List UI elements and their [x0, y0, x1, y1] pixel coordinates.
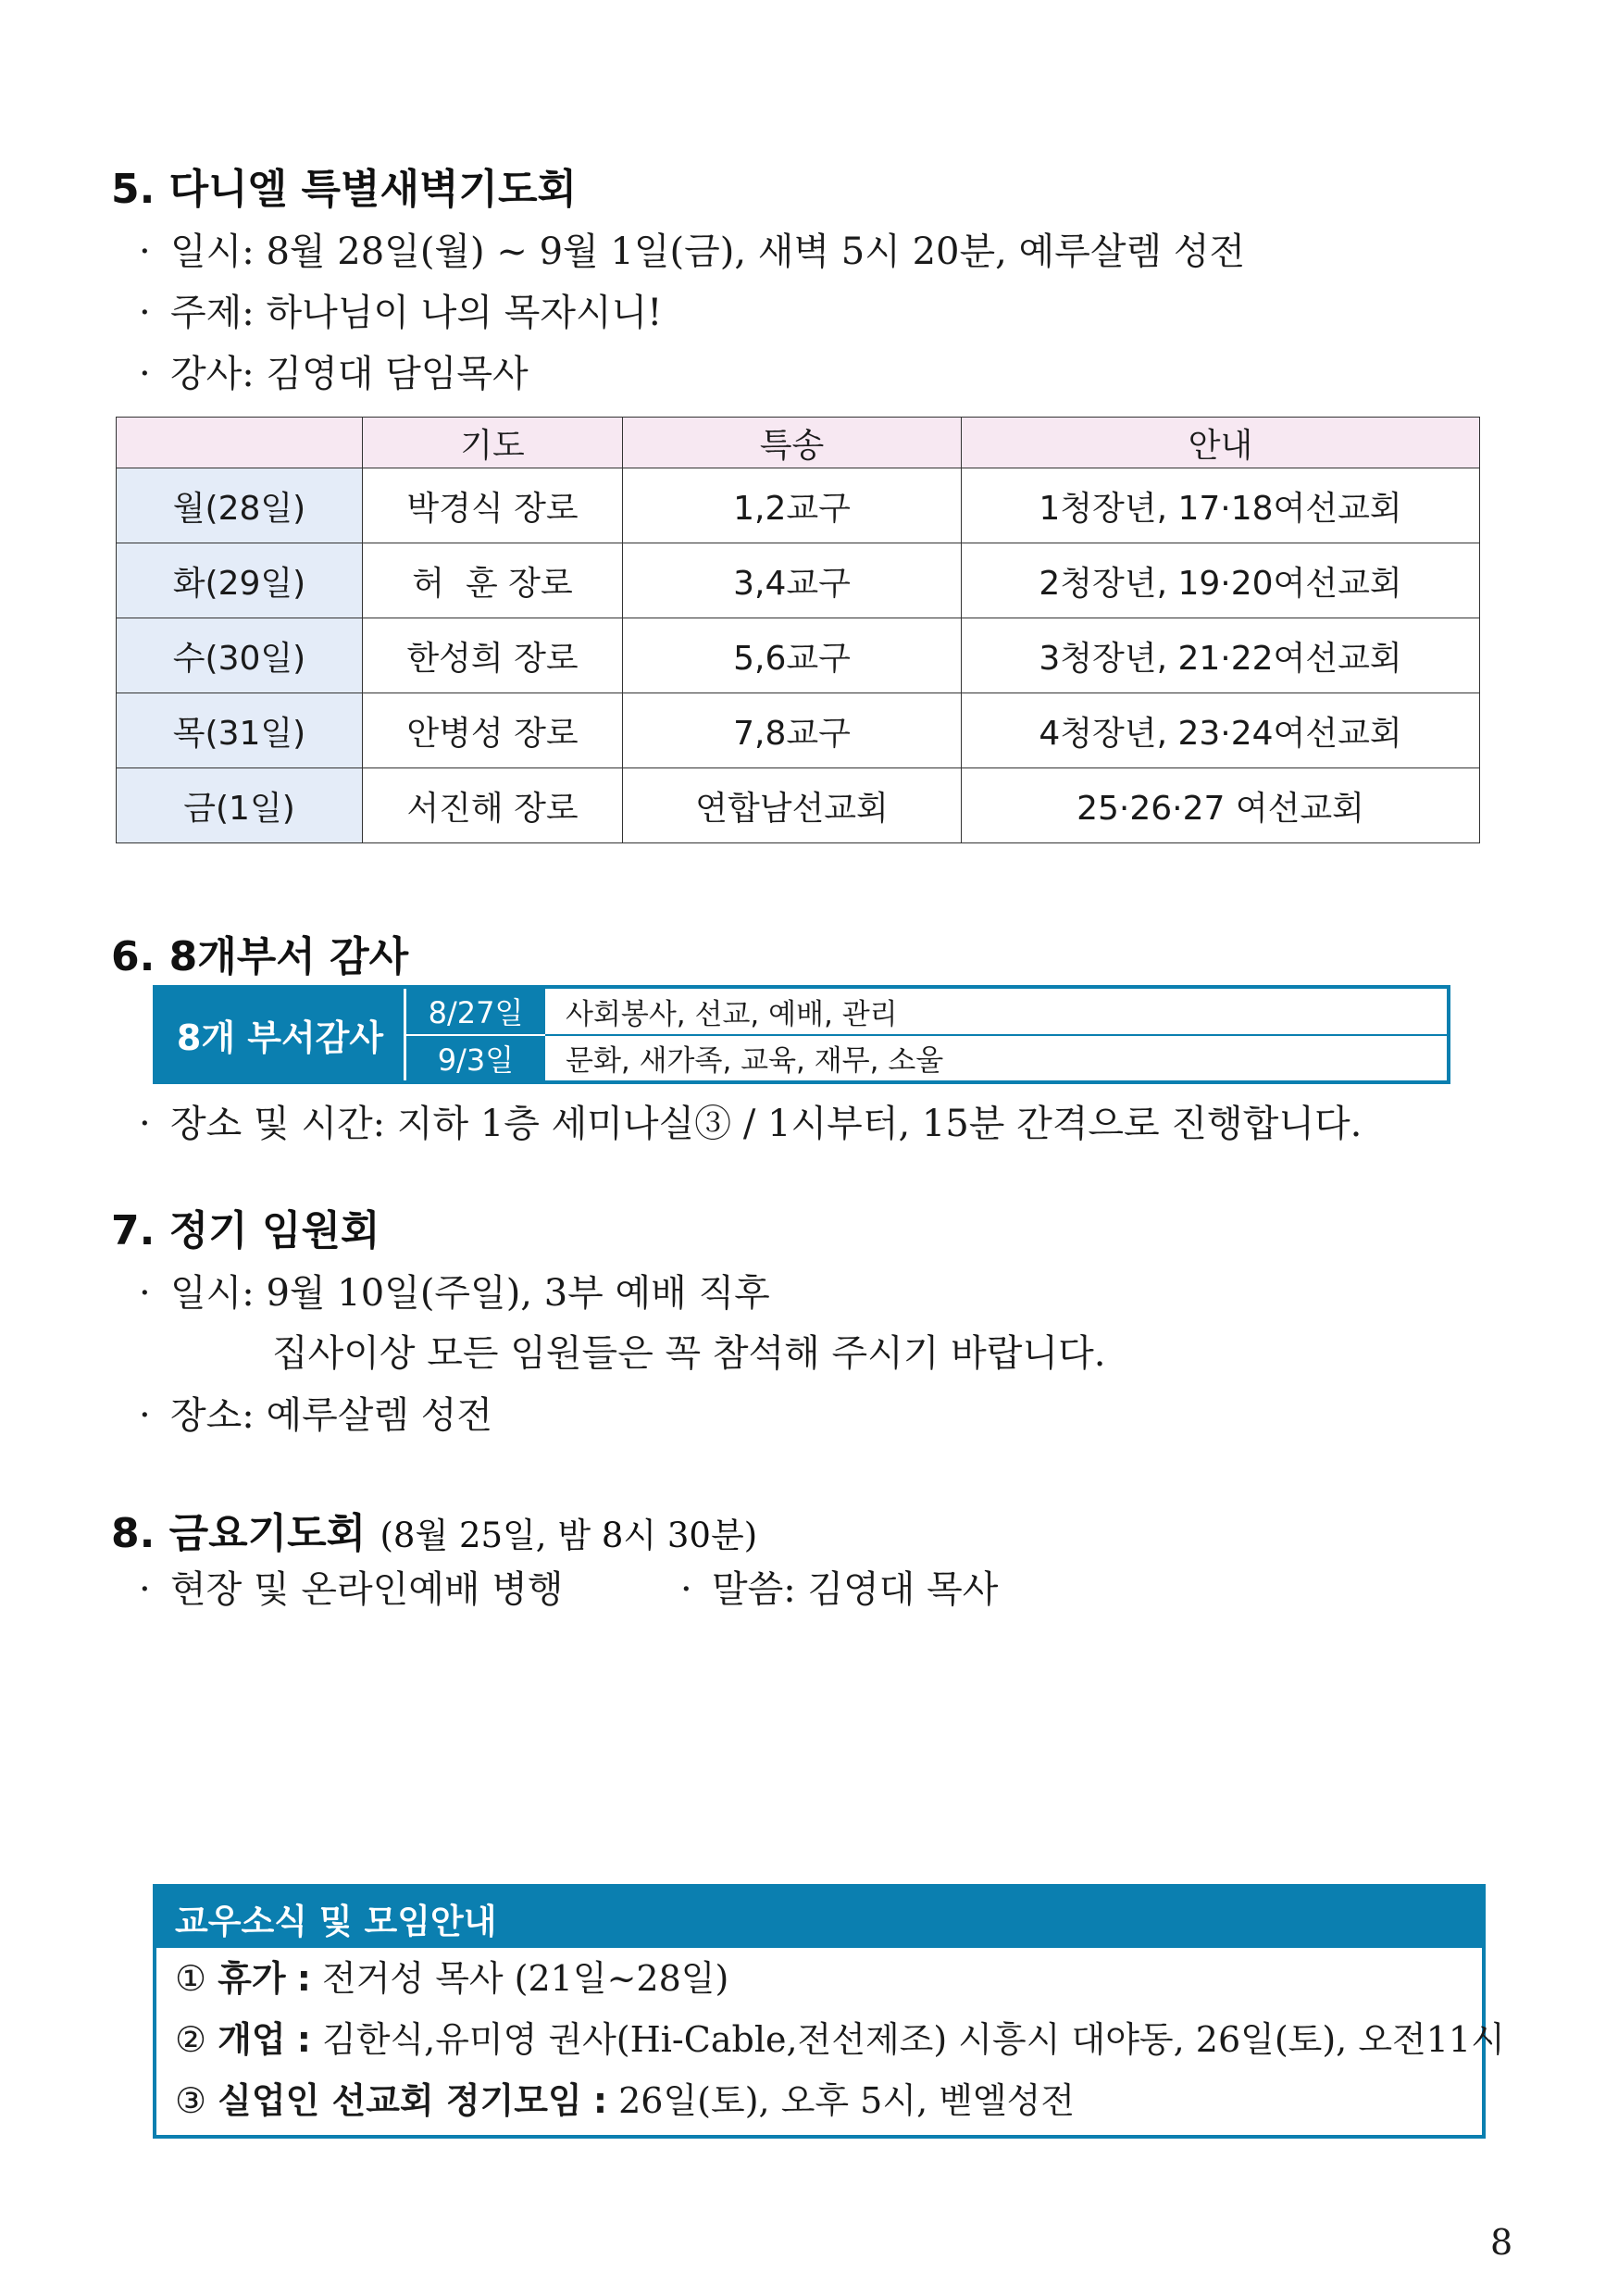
day-cell: 월(28일) [117, 468, 363, 543]
s8-item2-line [680, 1560, 998, 1613]
audit-departments: 사회봉사, 선교, 예배, 관리 [566, 997, 898, 1031]
s7-date-line [139, 1264, 770, 1316]
news-item-text: 김한식,유미영 권사(Hi-Cable,전선제조) 시흥시 대야동, 26일(토), 오전11시 [321, 2019, 1505, 2060]
audit-row [404, 989, 1447, 1034]
news-item-label: 실업인 선교회 정기모임 [218, 2080, 582, 2121]
s7-date: 일시: 9월 10일(주일), 3부 예배 직후 [170, 1272, 770, 1315]
department-audit-box [153, 985, 1450, 1084]
song-cell: 5,6교구 [623, 618, 962, 693]
bullet: · [139, 292, 151, 334]
table-row [117, 468, 1480, 543]
day-cell: 수(30일) [117, 618, 363, 693]
news-item [156, 2009, 1505, 2070]
page-number: 8 [1490, 2222, 1513, 2263]
news-box-title: 교우소식 및 모임안내 [156, 1888, 1482, 1948]
bullet: · [139, 231, 151, 273]
guide-cell: 1청장년, 17·18여선교회 [962, 468, 1480, 543]
audit-rows [404, 989, 1447, 1080]
s8-item1: 현장 및 온라인예배 병행 [170, 1568, 564, 1611]
bullet: · [139, 1103, 151, 1145]
section-6-heading: 6. 8개부서 감사 [111, 933, 409, 980]
guide-cell: 3청장년, 21·22여선교회 [962, 618, 1480, 693]
s6-place-line [139, 1094, 1362, 1147]
song-cell: 3,4교구 [623, 543, 962, 618]
news-item-number: ② [175, 2019, 207, 2060]
table-row [117, 618, 1480, 693]
day-cell: 화(29일) [117, 543, 363, 618]
news-item [156, 1948, 1482, 2009]
s6-place: 장소 및 시간: 지하 1층 세미나실③ / 1시부터, 15분 간격으로 진행합니다. [170, 1103, 1363, 1145]
s8-item1-line [139, 1560, 564, 1613]
section-8-heading [111, 1500, 757, 1559]
s7-place: 장소: 예루살렘 성전 [170, 1394, 493, 1437]
audit-box-label: 8개 부서감사 [156, 989, 404, 1080]
day-cell: 목(31일) [117, 693, 363, 768]
news-item-text: 26일(토), 오후 5시, 벧엘성전 [618, 2080, 1076, 2121]
song-cell: 1,2교구 [623, 468, 962, 543]
audit-date: 8/27일 [404, 989, 545, 1034]
audit-date: 9/3일 [404, 1034, 545, 1081]
news-item-colon: : [592, 2080, 608, 2121]
bullet: · [139, 1394, 151, 1437]
news-item-label: 개업 [218, 2019, 286, 2060]
prayer-cell: 안병성 장로 [363, 693, 623, 768]
bullet: · [680, 1568, 692, 1611]
table-row [117, 693, 1480, 768]
s7-note: 집사이상 모든 임원들은 꼭 참석해 주시기 바랍니다. [272, 1332, 1106, 1375]
s5-theme-line [139, 283, 662, 336]
s5-date: 일시: 8월 28일(월) ~ 9월 1일(금), 새벽 5시 20분, 예루살렘 성전 [170, 231, 1246, 273]
guide-cell: 25·26·27 여선교회 [962, 768, 1480, 843]
news-item [156, 2070, 1482, 2131]
s5-speaker-line [139, 344, 529, 397]
section-5-heading: 5. 다니엘 특별새벽기도회 [111, 166, 578, 213]
header-cell-guide: 안내 [962, 418, 1480, 468]
table-row [117, 543, 1480, 618]
bullet: · [139, 353, 151, 395]
section-7-heading: 7. 정기 임원회 [111, 1207, 380, 1254]
header-cell-prayer: 기도 [363, 418, 623, 468]
s7-place-line [139, 1386, 492, 1439]
section-8-title: 8. 금요기도회 [111, 1510, 367, 1557]
news-item-text: 전거성 목사 (21일~28일) [321, 1958, 729, 1999]
prayer-cell: 한성희 장로 [363, 618, 623, 693]
news-item-number: ③ [175, 2080, 207, 2121]
audit-row [404, 1034, 1447, 1081]
song-cell: 연합남선교회 [623, 768, 962, 843]
prayer-cell: 서진해 장로 [363, 768, 623, 843]
news-item-colon: : [296, 2019, 311, 2060]
table-row [117, 768, 1480, 843]
guide-cell: 2청장년, 19·20여선교회 [962, 543, 1480, 618]
prayer-cell: 박경식 장로 [363, 468, 623, 543]
guide-cell: 4청장년, 23·24여선교회 [962, 693, 1480, 768]
s5-speaker: 강사: 김영대 담임목사 [170, 353, 529, 395]
news-item-label: 휴가 [218, 1958, 286, 1999]
member-news-box [153, 1884, 1505, 2139]
news-item-number: ① [175, 1958, 207, 1999]
audit-departments: 문화, 새가족, 교육, 재무, 소울 [566, 1044, 944, 1079]
prayer-schedule-table [116, 417, 1480, 843]
prayer-cell: 허 훈 장로 [363, 543, 623, 618]
section-8-subtitle: (8월 25일, 밤 8시 30분) [380, 1516, 758, 1555]
table-header-row [117, 418, 1480, 468]
bullet: · [139, 1568, 151, 1611]
news-item-colon: : [296, 1958, 311, 1999]
bullet: · [139, 1272, 151, 1315]
s8-item2: 말씀: 김영대 목사 [712, 1568, 999, 1611]
s5-date-line [139, 222, 1245, 275]
header-cell-empty [117, 418, 363, 468]
s5-theme: 주제: 하나님이 나의 목자시니! [170, 292, 663, 334]
song-cell: 7,8교구 [623, 693, 962, 768]
day-cell: 금(1일) [117, 768, 363, 843]
header-cell-song: 특송 [623, 418, 962, 468]
